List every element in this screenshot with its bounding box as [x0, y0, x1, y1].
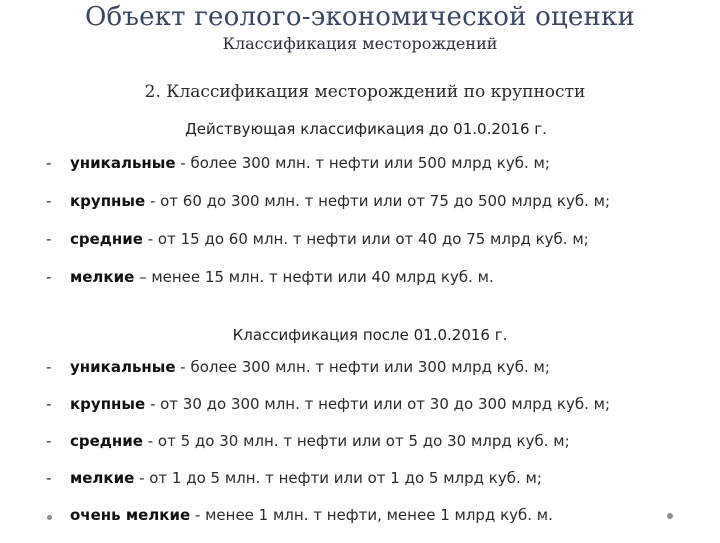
- list-item: [0, 230, 720, 268]
- item-text: [70, 154, 550, 172]
- list-marker: -: [46, 230, 52, 248]
- section-heading: 2. Классификация месторождений по крупности: [144, 82, 586, 102]
- item-text: [70, 432, 570, 450]
- item-term: мелкие: [70, 469, 135, 487]
- item-term: крупные: [70, 395, 146, 413]
- item-desc: - от 1 до 5 млн. т нефти или от 1 до 5 млрд куб. м;: [134, 469, 542, 487]
- list-item: [0, 154, 720, 192]
- list-marker: -: [46, 154, 52, 172]
- list-item: [0, 395, 720, 432]
- decorative-dot-icon: [47, 515, 52, 520]
- group-heading-current: Действующая классификация до 01.0.2016 г.: [185, 120, 547, 138]
- item-desc: - более 300 млн. т нефти или 300 млрд куб. м;: [175, 358, 550, 376]
- item-desc: - более 300 млн. т нефти или 500 млрд куб. м;: [175, 154, 550, 172]
- item-text: [70, 395, 610, 413]
- item-desc: - от 5 до 30 млн. т нефти или от 5 до 30 млрд куб. м;: [142, 432, 570, 450]
- list-item: [0, 432, 720, 469]
- list-item: [0, 268, 720, 306]
- item-text: [70, 469, 542, 487]
- item-term: уникальные: [70, 154, 176, 172]
- item-term: очень мелкие: [70, 506, 191, 524]
- item-text: [70, 230, 589, 248]
- classification-list-new: [0, 358, 720, 543]
- list-item: [0, 358, 720, 395]
- item-term: средние: [70, 230, 143, 248]
- list-marker: -: [46, 268, 52, 286]
- list-marker: -: [46, 469, 52, 487]
- list-marker: -: [46, 432, 52, 450]
- item-term: крупные: [70, 192, 146, 210]
- group-heading-new: Классификация после 01.0.2016 г.: [232, 326, 508, 344]
- item-desc: - менее 1 млн. т нефти, менее 1 млрд куб. м.: [190, 506, 553, 524]
- item-text: [70, 192, 610, 210]
- item-term: уникальные: [70, 358, 176, 376]
- item-text: [70, 506, 553, 524]
- list-marker: -: [46, 395, 52, 413]
- list-marker: -: [46, 192, 52, 210]
- list-item: [0, 506, 720, 543]
- item-text: [70, 268, 494, 286]
- slide-subtitle: Классификация месторождений: [222, 34, 498, 53]
- slide-title: Объект геолого-экономической оценки: [85, 2, 635, 32]
- list-item: [0, 192, 720, 230]
- decorative-dot-icon: [667, 513, 673, 519]
- item-desc: – менее 15 млн. т нефти или 40 млрд куб. м.: [134, 268, 494, 286]
- list-marker: -: [46, 358, 52, 376]
- item-text: [70, 358, 550, 376]
- list-item: [0, 469, 720, 506]
- item-desc: - от 60 до 300 млн. т нефти или от 75 до 500 млрд куб. м;: [145, 192, 611, 210]
- item-term: средние: [70, 432, 143, 450]
- item-desc: - от 30 до 300 млн. т нефти или от 30 до 300 млрд куб. м;: [145, 395, 611, 413]
- item-desc: - от 15 до 60 млн. т нефти или от 40 до 75 млрд куб. м;: [142, 230, 589, 248]
- item-term: мелкие: [70, 268, 135, 286]
- classification-list-current: [0, 154, 720, 306]
